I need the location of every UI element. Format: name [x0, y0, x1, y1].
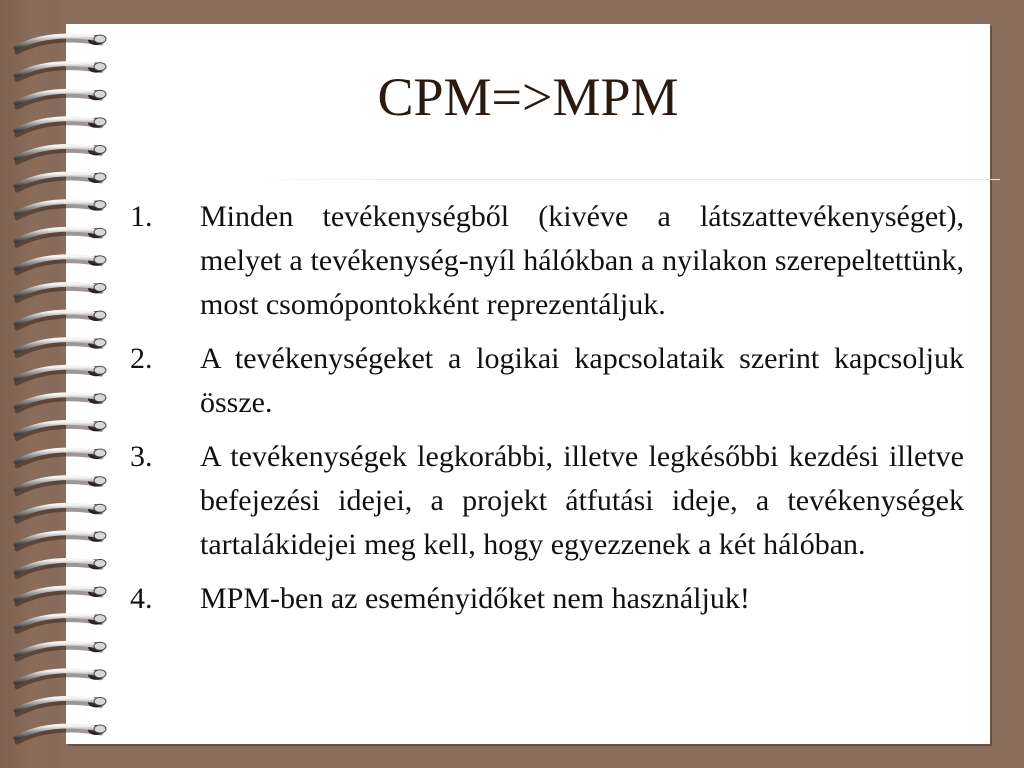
title-divider	[240, 179, 1000, 180]
spiral-coil	[16, 615, 106, 632]
coil-tip	[94, 642, 106, 650]
spiral-coil	[16, 283, 106, 300]
coil-tip	[94, 421, 106, 429]
list-item-number: 2.	[130, 342, 153, 375]
coil-tip	[94, 35, 106, 43]
coil-tip	[94, 697, 106, 705]
coil-tip	[94, 532, 106, 540]
spiral-coil	[16, 697, 106, 714]
coil-tip	[94, 201, 106, 209]
coil-tip	[94, 504, 106, 512]
list-item-text: MPM-ben az eseményidőket nem használjuk!	[200, 582, 750, 615]
spiral-coil	[16, 477, 106, 494]
coil-tip	[94, 311, 106, 319]
list-item	[118, 337, 964, 425]
coil-tip	[94, 587, 106, 595]
coil-tip	[94, 670, 106, 678]
list-item	[118, 195, 964, 327]
list-item-number: 4.	[130, 582, 153, 615]
content-list	[118, 195, 964, 631]
spiral-coil	[16, 725, 106, 742]
coil-tip	[94, 477, 106, 485]
coil-tip	[94, 228, 106, 236]
spiral-coil	[16, 670, 106, 687]
coil-tip	[94, 449, 106, 457]
spiral-coil	[16, 35, 106, 52]
spiral-coil	[16, 587, 106, 604]
coil-tip	[94, 283, 106, 291]
spiral-coil	[16, 145, 106, 162]
spiral-coil	[16, 256, 106, 273]
coil-tip	[94, 256, 106, 264]
spiral-coil	[16, 339, 106, 356]
coil-tip	[94, 394, 106, 402]
spiral-coil	[16, 394, 106, 411]
spiral-coil	[16, 642, 106, 659]
spiral-coil	[16, 532, 106, 549]
spiral-coil	[16, 366, 106, 383]
spiral-coil	[16, 311, 106, 328]
coil-tip	[94, 559, 106, 567]
list-item-number: 1.	[130, 200, 153, 233]
spiral-coil	[16, 201, 106, 218]
coil-tip	[94, 173, 106, 181]
list-item	[118, 577, 964, 621]
spiral-coil	[16, 449, 106, 466]
list-item	[118, 435, 964, 567]
spiral-coil	[16, 421, 106, 438]
spiral-coil	[16, 559, 106, 576]
coil-tip	[94, 615, 106, 623]
list-item-text: A tevékenységeket a logikai kapcsolataik szerint kapcsoljuk össze.	[200, 342, 964, 419]
coil-tip	[94, 366, 106, 374]
spiral-coil	[16, 173, 106, 190]
coil-tip	[94, 145, 106, 153]
list-item-text: A tevékenységek legkorábbi, illetve legkésőbbi kezdési illetve befejezési idejei, a projekt átfutási ideje, a tevékenységek tartalákidejei meg kell, hogy egyezzenek a két hálóban.	[200, 440, 964, 561]
coil-tip	[94, 339, 106, 347]
slide-title: CPM=>MPM	[377, 67, 679, 127]
spiral-coil	[16, 504, 106, 521]
list-item-number: 3.	[130, 440, 153, 473]
list-item-text: Minden tevékenységből (kivéve a látszattevékenységet), melyet a tevékenység-nyíl hálókban a nyilakon szerepeltettünk, most csomópontokként reprezentáljuk.	[200, 200, 964, 321]
coil-tip	[94, 725, 106, 733]
spiral-coil	[16, 228, 106, 245]
